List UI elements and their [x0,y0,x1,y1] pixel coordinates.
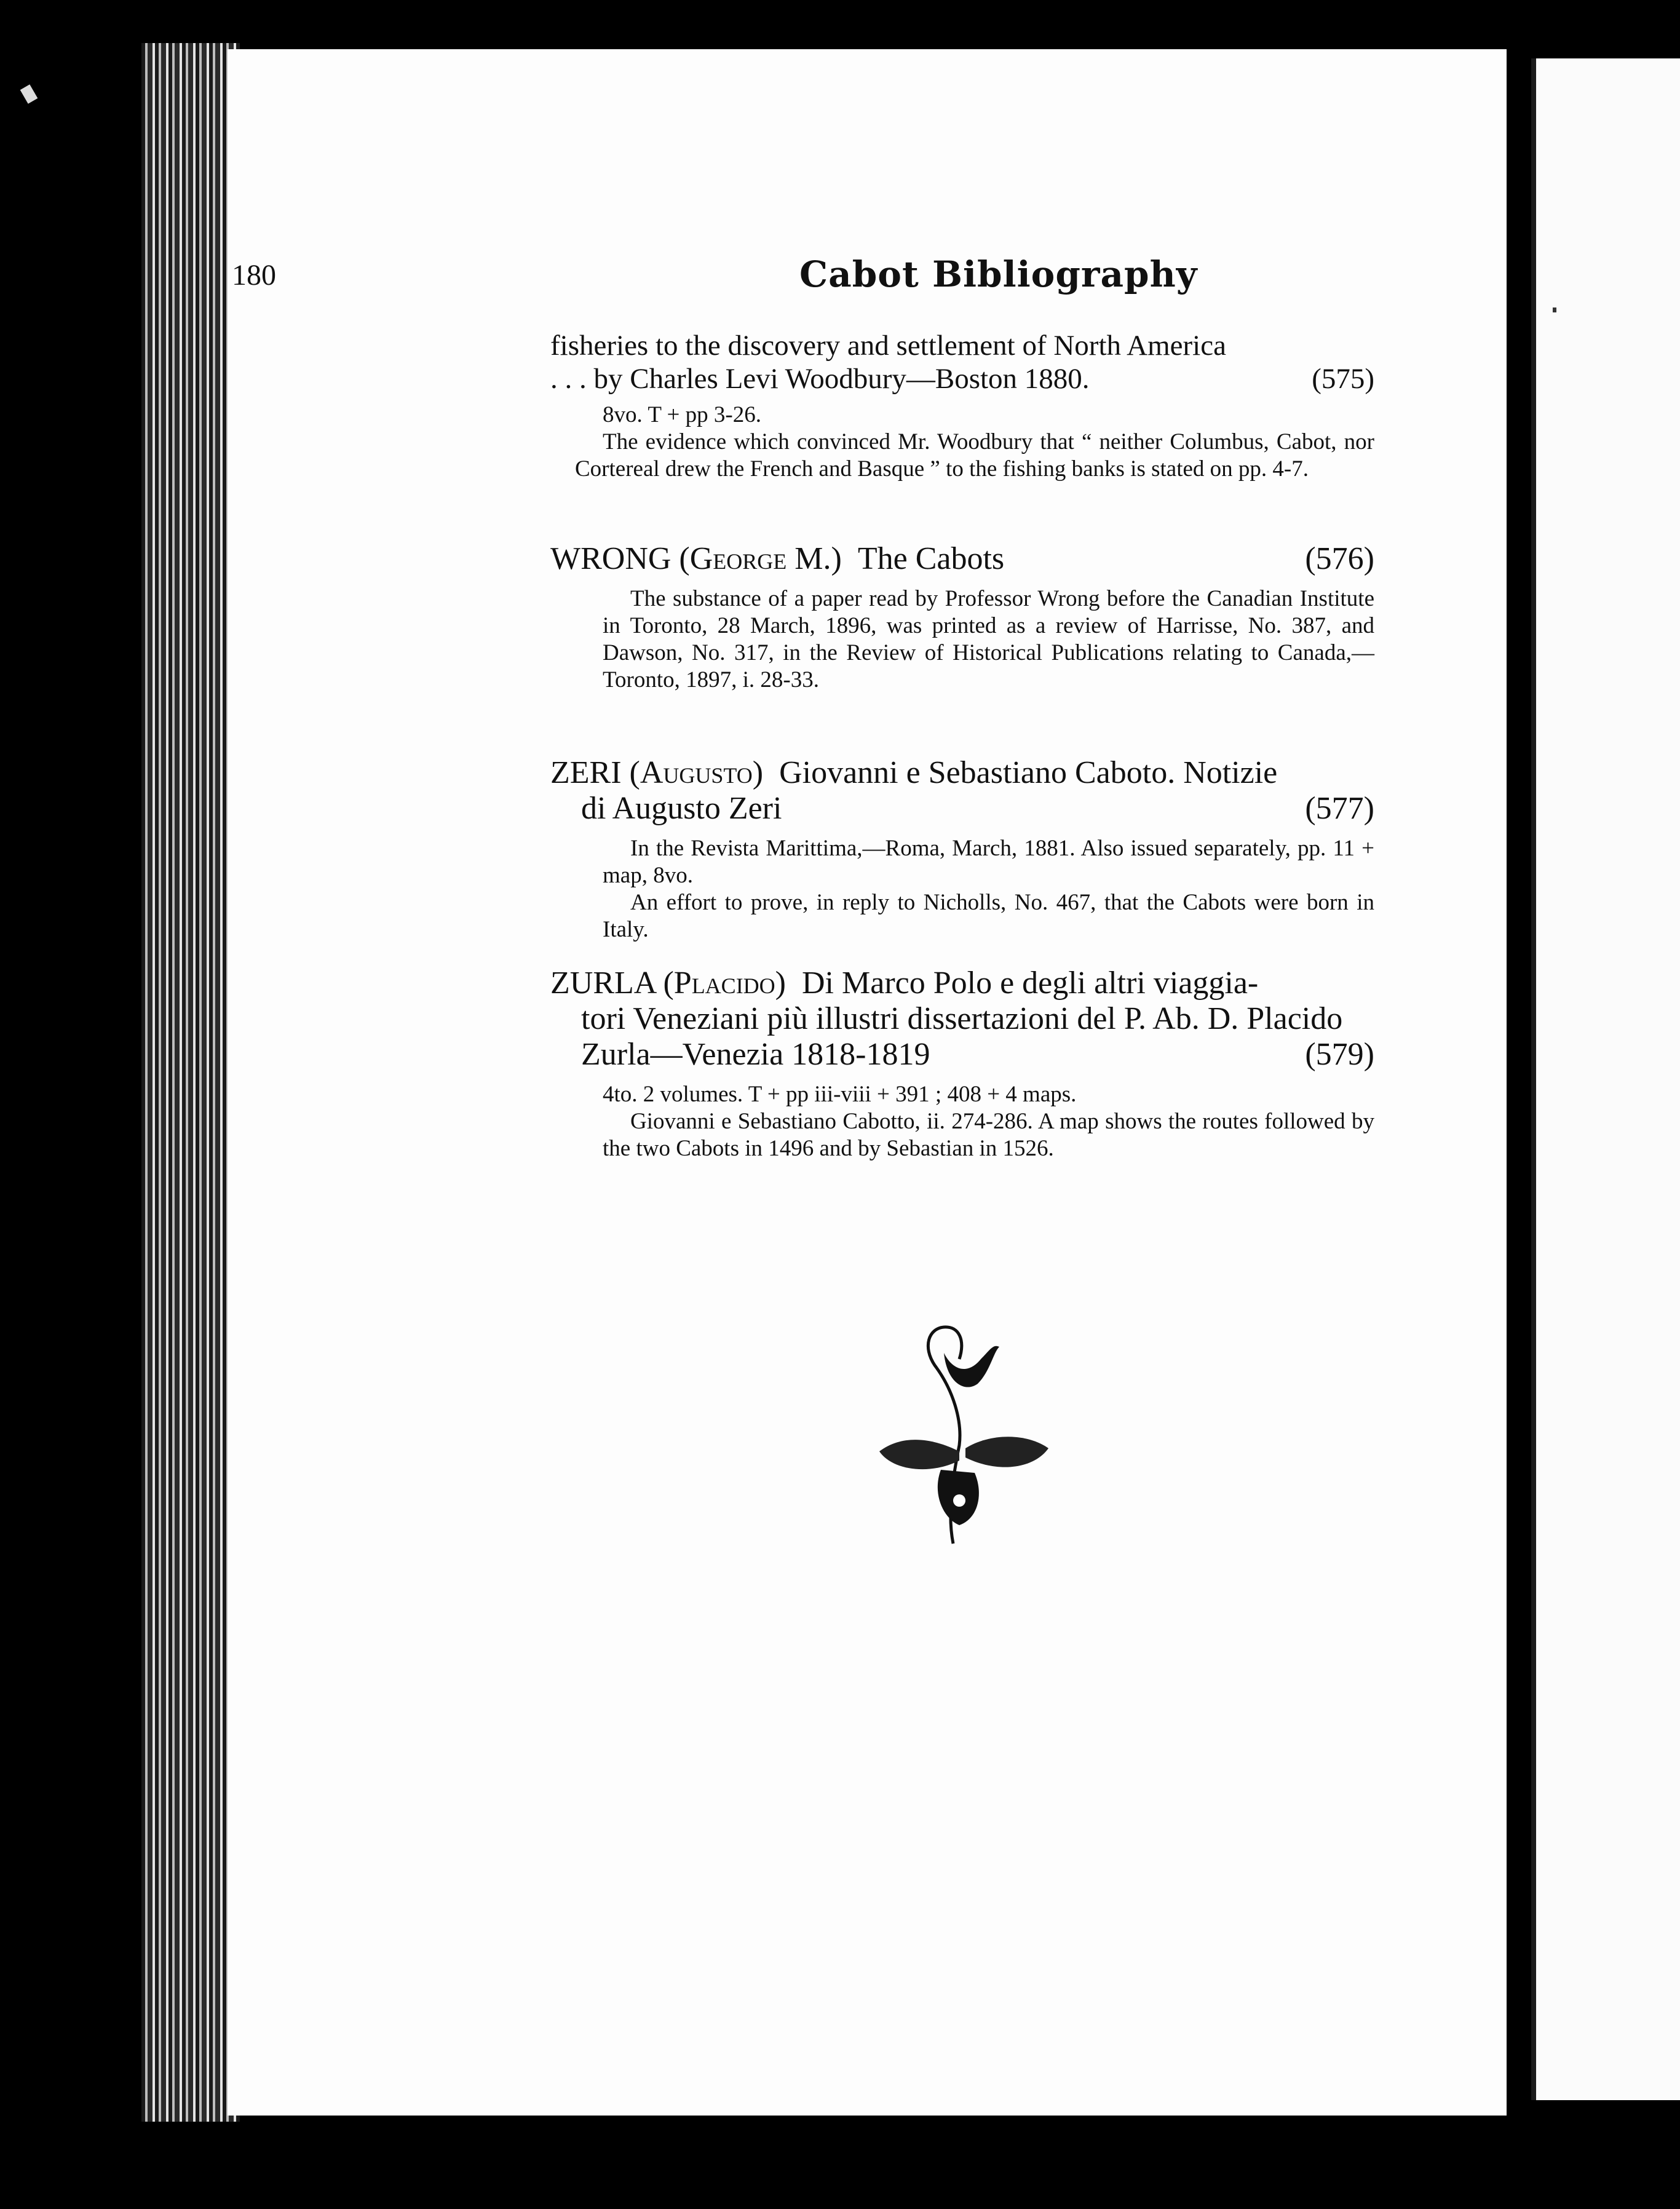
entry-575 [550,329,1374,483]
entry-author-name: (George M.) [679,541,842,576]
entry-title-cont: tori Veneziani più illustri dissertazioni del P. Ab. D. Placido [581,1001,1343,1036]
entry-author: ZURLA [550,966,656,1001]
facing-page [1531,58,1680,2100]
entry-title-text: di Augusto Zeri [581,791,782,826]
entry-author-name: (Augusto) [629,755,764,790]
entry-details: 8vo. T + pp 3-26. [603,402,761,427]
entry-number: (576) [1305,541,1374,576]
entry-title: The Cabots [857,541,1005,576]
entry-author: ZERI [550,755,622,790]
entry-title-text: Zurla—Venezia 1818-1819 [581,1037,930,1072]
entry-577 [550,755,1374,943]
entry-note: In the Revista Marittima,—Roma, March, 1881. Also issued separately, pp. 11 + map, 8vo. [603,836,1374,888]
entry-author: WRONG [550,541,672,576]
entry-heading [550,966,1374,1001]
entry-579 [550,966,1374,1162]
entry-title-line: fisheries to the discovery and settlement of North America [550,330,1226,362]
entry-author-name: (Placido) [663,966,786,1001]
page-number: 180 [232,259,276,291]
book-page-edges [141,43,240,2122]
scan-mark [20,84,38,104]
running-title: Cabot Bibliography [799,253,1198,295]
entry-details: 4to. 2 volumes. T + pp iii-viii + 391 ; 408 + 4 maps. [603,1082,1077,1107]
entry-heading [550,541,1374,577]
entry-note: The evidence which convinced Mr. Woodbury that “ neither Columbus, Cabot, nor Cortereal drew the French and Basque ” to the fishing banks is stated on pp. 4-7. [575,429,1374,482]
entry-title-line [550,362,1374,395]
entry-heading [550,755,1374,791]
entry-number: (577) [1305,791,1374,826]
entry-note: The substance of a paper read by Professor Wrong before the Canadian Institute in Toronto, 28 March, 1896, was printed as a review of Harrisse, No. 387, and Dawson, No. 317, in the Review of Historical Publications relating to Canada,—Toronto, 1897, i. 28-33. [603,586,1374,692]
entry-title: Di Marco Polo e degli altri viaggia- [802,966,1259,1001]
entry-title-cont [550,791,1374,827]
entry-title: Giovanni e Sebastiano Caboto. Notizie [779,755,1278,790]
entry-note: An effort to prove, in reply to Nicholls, No. 467, that the Cabots were born in Italy. [603,890,1374,942]
entry-number: (575) [1312,363,1374,395]
flower-ornament-icon [861,1316,1058,1550]
entry-title-text: . . . by Charles Levi Woodbury—Boston 1880. [550,363,1090,395]
entry-576 [550,541,1374,694]
entry-number: (579) [1305,1037,1374,1072]
entry-title-cont [550,1037,1374,1073]
entry-note: Giovanni e Sebastiano Cabotto, ii. 274-286. A map shows the routes followed by the two Cabots in 1496 and by Sebastian in 1526. [603,1109,1374,1161]
facing-page-mark [1553,307,1556,312]
